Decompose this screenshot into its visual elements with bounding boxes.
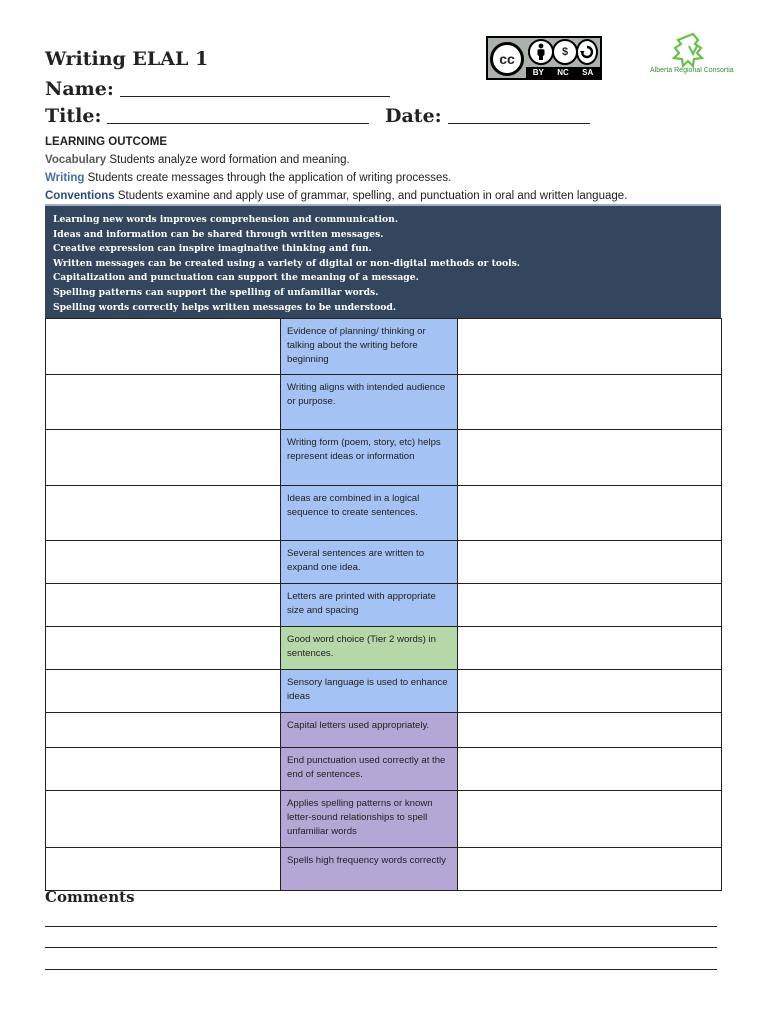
date-field[interactable] (448, 105, 590, 124)
criterion-cell: Evidence of planning/ thinking or talking about the writing before beginning (281, 319, 458, 374)
outcome-conventions: Conventions Students examine and apply use of grammar, spelling, and punctuation in oral and written language. (45, 190, 628, 202)
notes-cell[interactable] (458, 541, 722, 583)
notes-cell[interactable] (458, 791, 722, 847)
logo-text: Alberta Regional Consortia (650, 67, 734, 74)
banner-line: Creative expression can inspire imaginative thinking and fun. (53, 243, 372, 255)
evidence-cell[interactable] (46, 541, 281, 583)
cc-labels (526, 67, 600, 78)
nc-label: NC (557, 68, 569, 77)
notes-cell[interactable] (458, 627, 722, 669)
criterion-cell: Sensory language is used to enhance ideas (281, 670, 458, 712)
name-label: Name: (45, 78, 114, 100)
evidence-cell[interactable] (46, 430, 281, 485)
criterion-cell: End punctuation used correctly at the end of sentences. (281, 748, 458, 790)
cc-icon: cc (490, 42, 524, 76)
banner-line: Learning new words improves comprehension and communication. (53, 214, 399, 225)
sa-label: SA (582, 68, 594, 77)
criterion-cell: Spells high frequency words correctly (281, 848, 458, 890)
criterion-cell: Capital letters used appropriately. (281, 713, 458, 747)
table-row (46, 584, 722, 627)
notes-cell[interactable] (458, 748, 722, 790)
notes-cell[interactable] (458, 319, 722, 374)
nc-dollar-icon: $ (552, 39, 578, 65)
banner-line: Spelling words correctly helps written messages to be understood. (53, 301, 397, 313)
evidence-cell[interactable] (46, 627, 281, 669)
outcome-writing: Writing Students create messages through the application of writing processes. (45, 172, 452, 184)
notes-cell[interactable] (458, 486, 722, 540)
sa-share-icon (576, 39, 598, 65)
evidence-cell[interactable] (46, 791, 281, 847)
table-row (46, 791, 722, 848)
understandings-banner (45, 204, 721, 318)
comments-heading: Comments (45, 888, 135, 906)
notes-cell[interactable] (458, 713, 722, 747)
notes-cell[interactable] (458, 430, 722, 485)
rubric-table (45, 318, 722, 891)
evidence-cell[interactable] (46, 319, 281, 374)
comment-line[interactable] (45, 926, 717, 927)
banner-line: Capitalization and punctuation can support the meaning of a message. (53, 272, 419, 284)
table-row (46, 318, 722, 375)
table-row (46, 670, 722, 713)
banner-line: Written messages can be created using a variety of digital or non-digital methods or tools. (53, 257, 520, 269)
title-label: Title: (45, 105, 102, 127)
date-line (385, 105, 590, 127)
table-row (46, 430, 722, 486)
table-row (46, 375, 722, 430)
criterion-cell: Applies spelling patterns or known letter-sound relationships to spell unfamiliar words (281, 791, 458, 847)
outcome-vocabulary: Vocabulary Students analyze word formation and meaning. (45, 154, 350, 166)
by-label: BY (532, 68, 544, 77)
criterion-cell: Letters are printed with appropriate size and spacing (281, 584, 458, 626)
name-line (45, 78, 390, 100)
date-label: Date: (385, 105, 442, 127)
name-field[interactable] (120, 78, 390, 97)
evidence-cell[interactable] (46, 584, 281, 626)
criterion-cell: Good word choice (Tier 2 words) in sentences. (281, 627, 458, 669)
criterion-cell: Writing aligns with intended audience or purpose. (281, 375, 458, 429)
learning-outcome (45, 133, 627, 205)
title-field[interactable] (107, 105, 369, 124)
evidence-cell[interactable] (46, 486, 281, 540)
title-line (45, 105, 369, 127)
evidence-cell[interactable] (46, 670, 281, 712)
notes-cell[interactable] (458, 584, 722, 626)
table-row (46, 486, 722, 541)
notes-cell[interactable] (458, 375, 722, 429)
document-title: Writing ELAL 1 (45, 48, 209, 70)
evidence-cell[interactable] (46, 748, 281, 790)
table-row (46, 848, 722, 891)
cc-license-badge (486, 36, 602, 80)
notes-cell[interactable] (458, 670, 722, 712)
banner-line: Ideas and information can be shared through written messages. (53, 228, 384, 240)
outcome-heading: LEARNING OUTCOME (45, 136, 168, 148)
evidence-cell[interactable] (46, 848, 281, 890)
notes-cell[interactable] (458, 848, 722, 890)
evidence-cell[interactable] (46, 375, 281, 429)
criterion-cell: Several sentences are written to expand one idea. (281, 541, 458, 583)
criterion-cell: Writing form (poem, story, etc) helps represent ideas or information (281, 430, 458, 485)
table-row (46, 748, 722, 791)
comment-line[interactable] (45, 969, 717, 970)
comment-line[interactable] (45, 947, 717, 948)
by-person-icon (528, 39, 554, 65)
table-row (46, 541, 722, 584)
banner-line: Spelling patterns can support the spelling of unfamiliar words. (53, 286, 379, 298)
criterion-cell: Ideas are combined in a logical sequence to create sentences. (281, 486, 458, 540)
table-row (46, 713, 722, 748)
table-row (46, 627, 722, 670)
evidence-cell[interactable] (46, 713, 281, 747)
